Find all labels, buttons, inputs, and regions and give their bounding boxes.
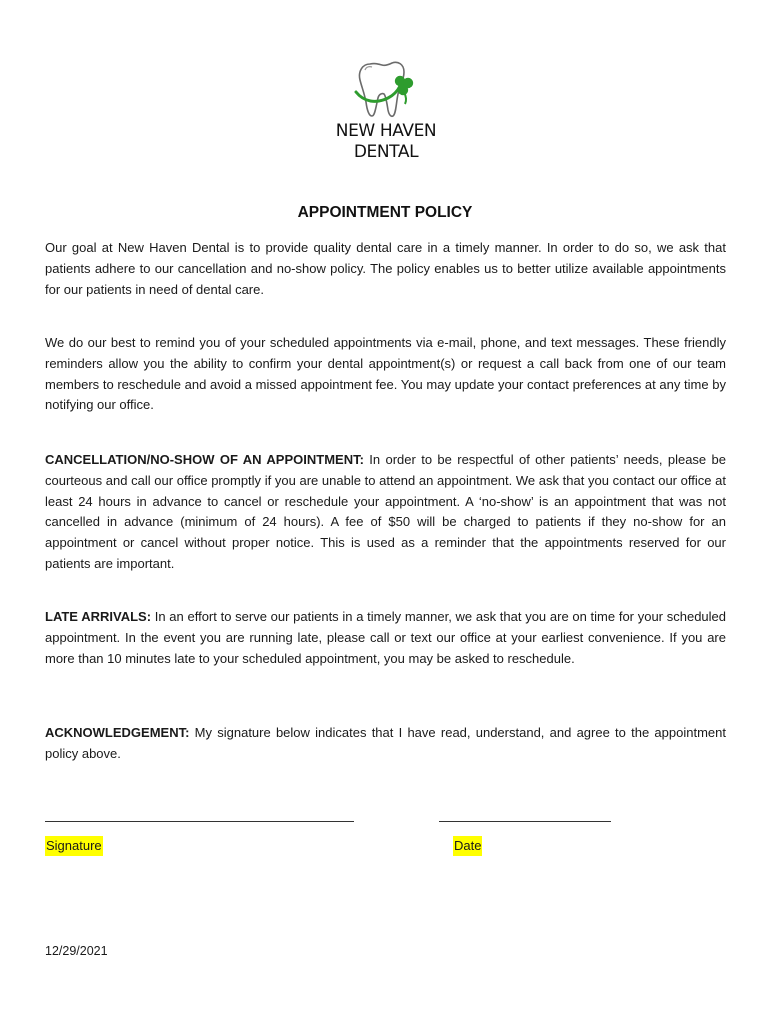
logo-text-line2: DENTAL xyxy=(353,142,419,162)
acknowledgement-heading: ACKNOWLEDGEMENT: xyxy=(45,725,190,740)
acknowledgement-body: My signature below indicates that I have read, understand, and agree to the appointment policy above. xyxy=(45,725,726,761)
cancellation-paragraph xyxy=(45,450,726,575)
reminders-paragraph: We do our best to remind you of your scheduled appointments via e-mail, phone, and text messages. These friendly reminders allow you the ability to confirm your dental appointment(s) or request a call back from one of our team members to reschedule and avoid a missed appointment fee. You may update your contact preferences at any time by notifying our office. xyxy=(45,335,726,413)
footer-date: 12/29/2021 xyxy=(45,944,108,958)
late-arrivals-paragraph xyxy=(45,607,726,669)
cancellation-heading: CANCELLATION/NO-SHOW OF AN APPOINTMENT: xyxy=(45,452,364,467)
logo xyxy=(322,58,450,166)
late-arrivals-body: In an effort to serve our patients in a timely manner, we ask that you are on time for your scheduled appointment. In the event you are running late, please call or text our office at your earliest convenience. If you are more than 10 minutes late to your scheduled appointment, you may be asked to reschedule. xyxy=(45,609,726,666)
page-title: APPOINTMENT POLICY xyxy=(297,204,473,221)
cancellation-body: In order to be respectful of other patients’ needs, please be courteous and call our office promptly if you are unable to attend an appointment. We ask that you contact our office at least 24 hours in advance to cancel or reschedule your appointment. A ‘no-show’ is an appointment that was not cancelled in advance (minimum of 24 hours). A fee of $50 will be charged to patients if they no-show for an appointment or cancel without proper notice. This is used as a reminder that the appointments reserved for our patients are important. xyxy=(45,452,726,571)
late-arrivals-heading: LATE ARRIVALS: xyxy=(45,609,152,624)
date-label: Date xyxy=(453,836,482,856)
signature-line[interactable] xyxy=(45,821,354,822)
logo-text-line1: NEW HAVEN xyxy=(335,121,437,141)
goal-paragraph: Our goal at New Haven Dental is to provide quality dental care in a timely manner. In order to do so, we ask that patients adhere to our cancellation and no-show policy. The policy enables us to better utilize available appointments for our patients in need of dental care. xyxy=(45,240,726,297)
shamrock-icon xyxy=(358,58,422,120)
signature-label: Signature xyxy=(45,836,103,856)
acknowledgement-paragraph xyxy=(45,723,726,765)
date-line[interactable] xyxy=(439,821,611,822)
